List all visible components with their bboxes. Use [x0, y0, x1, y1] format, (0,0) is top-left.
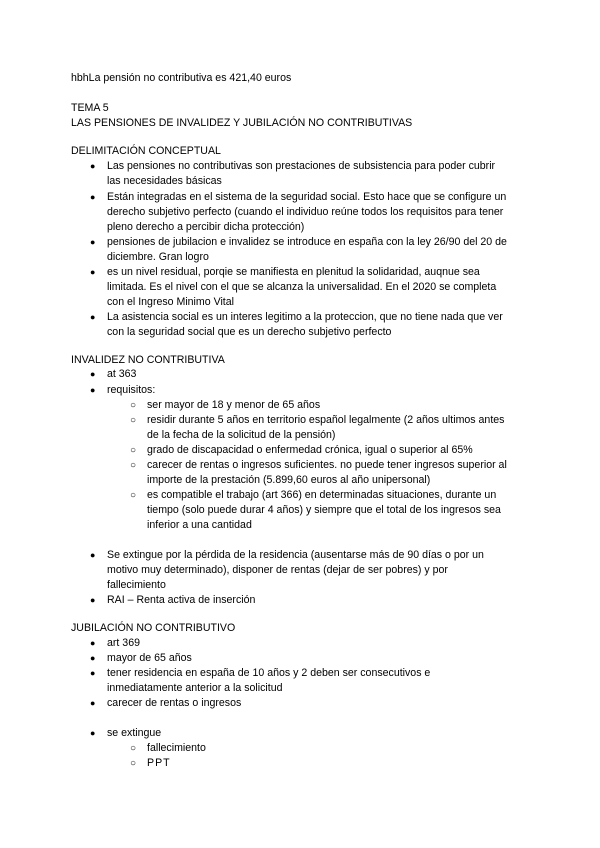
- tema-label: TEMA 5: [71, 102, 109, 114]
- sub-bullet: ○: [130, 490, 137, 501]
- section-heading-invalidez: INVALIDEZ NO CONTRIBUTIVA: [71, 354, 225, 366]
- bullet: ●: [90, 267, 96, 277]
- bullet: ●: [90, 369, 96, 379]
- sub-bullet: ○: [130, 460, 137, 471]
- bullet: ●: [90, 237, 96, 247]
- document-title: LAS PENSIONES DE INVALIDEZ Y JUBILACIÓN NO CONTRIBUTIVAS: [71, 117, 413, 129]
- sub-bullet: ○: [130, 400, 137, 411]
- bullet: ●: [90, 668, 96, 678]
- bullet: ●: [90, 161, 96, 171]
- sub-bullet: ○: [130, 445, 137, 456]
- sub-bullet: ○: [130, 415, 137, 426]
- sub-bullet: ○: [130, 743, 137, 754]
- bullet: ●: [90, 728, 96, 738]
- section-heading-jubilacion: JUBILACIÓN NO CONTRIBUTIVO: [71, 622, 236, 634]
- bullet: ●: [90, 550, 96, 560]
- header-line: hbhLa pensión no contributiva es 421,40 euros: [71, 72, 292, 84]
- document-page: hbhLa pensión no contributiva es 421,40 euros TEMA 5 LAS PENSIONES DE INVALIDEZ Y JUBILACIÓN NO CONTRIBUTIVAS DELIMITACIÓN CONCEPTUAL ● Las pensiones no contributivas son prestaciones de subsistencia para poder cubrir las necesidades básicas ● Están integradas en el sistema de la seguridad social. Esto hace que se configure un derecho subjetivo perfecto (cuando el individuo reúne todos los requisitos para tener pleno derecho a percibir dicha protección) ● pensiones de jubilacion e invalidez se introduce en españa con la ley 26/90 del 20 de diciembre. Gran logro ● es un nivel residual, porqie se manifiesta en plenitud la solidaridad, auqnue sea limitada. Es el nivel con el que se alcanza la universalidad. En el 2020 se completa con el Ingreso Minimo Vital ● La asistencia social es un interes legitimo a la proteccion, que no tiene nada que ver con la seguridad social que es un derecho subjetivo perfecto INVALIDEZ NO CONTRIBUTIVA ● at 363 ● requisitos: ○ ser mayor de 18 y menor de 65 años ○ residir durante 5 años en territorio español legalmente (2 años ultimos antes de la fecha de la solicitud de la pensión) ○ grado de discapacidad o enfermedad crónica, igual o superior al 65% ○ carecer de rentas o ingresos suficientes. no puede tener ingresos superior al importe de la prestación (5.899,60 euros al año unipersonal) ○ es compatible el trabajo (art 366) en determinadas situaciones, durante un tiempo (solo puede durar 4 años) y siempre que el total de los ingresos sea inferior a una cantidad ● Se extingue por la pérdida de la residencia (ausentarse más de 90 días o por un motivo muy determinado), disponer de rentas (dejar de ser pobres) y por fallecimiento ● RAI – Renta activa de inserción JUBILACIÓN NO CONTRIBUTIVO ● art 369 ● mayor de 65 años ● tener residencia en españa de 10 años y 2 deben ser consecutivos e inmediatamente anterior a la solicitud ● carecer de rentas o ingresos ● se extingue ○ fallecimiento ○ PPT: [71, 72, 507, 769]
- bullet: ●: [90, 312, 96, 322]
- bullet: ●: [90, 638, 96, 648]
- section-heading-delimitacion: DELIMITACIÓN CONCEPTUAL: [71, 145, 221, 157]
- sub-bullet: ○: [130, 758, 137, 769]
- bullet: ●: [90, 385, 96, 395]
- bullet: ●: [90, 595, 96, 605]
- bullet: ●: [90, 653, 96, 663]
- bullet: ●: [90, 698, 96, 708]
- bullet: ●: [90, 192, 96, 202]
